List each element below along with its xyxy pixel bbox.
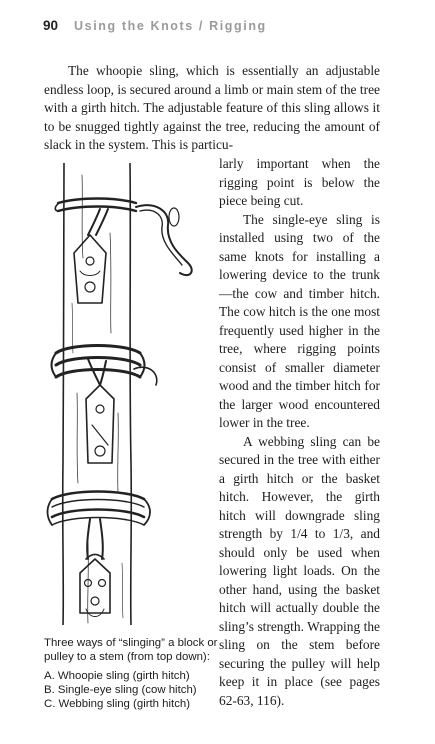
figure-caption	[44, 636, 224, 711]
caption-title: Three ways of “slinging” a block or pulley to a stem (from top down):	[44, 637, 218, 663]
page-number: 90	[43, 18, 59, 33]
caption-list	[44, 669, 224, 711]
page-header	[43, 17, 267, 37]
right-column-text	[219, 155, 380, 710]
paragraph-whoopie-sling: The whoopie sling, which is essentially an adjustable endless loop, is secured around a limb or main stem of the tree with a girth hitch. The adjustable feature of this sling allows it to be snugged tightly against the tree, reducing the amount of slack in the system. This is particu-	[44, 63, 380, 153]
caption-item-a: A. Whoopie sling (girth hitch)	[44, 670, 190, 682]
caption-item-c: C. Webbing sling (girth hitch)	[44, 698, 191, 710]
whoopie-sling	[55, 199, 191, 304]
single-eye-sling	[52, 346, 157, 464]
running-head: Using the Knots / Rigging	[74, 19, 267, 33]
paragraph-whoopie-sling-continued: larly important when the rigging point is below the piece being cut.	[219, 156, 380, 208]
paragraph-webbing-sling: A webbing sling can be secured in the tree with either a girth hitch or the basket hitch. However, the girth hitch will downgrade sling strength by 1/4 to 1/3, and should only be used when lowering light loads. On the other hand, using the basket hitch will actually double the sling’s strength. Wrapping the sling on the stem before securing the pulley will help keep it in place (see pages 62-63, 116).	[219, 433, 380, 708]
paragraph-single-eye-sling: The single-eye sling is installed using two of the same knots for installing a lowering device to the trunk—the cow and timber hitch. The cow hitch is the one most frequently used higher in the tree, where rigging points consist of smaller diameter wood and the timber hitch for the larger wood encountered lower in the tree.	[219, 211, 380, 430]
sling-illustration	[30, 163, 215, 625]
caption-item-b: B. Single-eye sling (cow hitch)	[44, 684, 197, 696]
